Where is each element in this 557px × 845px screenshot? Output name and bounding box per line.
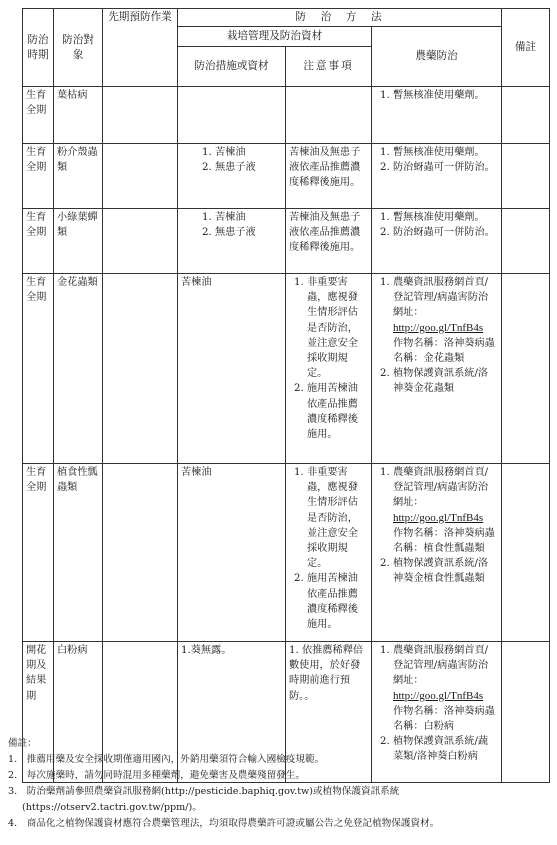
caution-cell (286, 144, 372, 209)
notes-title: 備註： (8, 738, 37, 749)
header-prevention: 先期預防作業 (103, 9, 178, 87)
prevention-cell (103, 144, 178, 209)
measure-cell (178, 274, 286, 464)
pesticide-url[interactable]: http://goo.gl/TnfB4s (393, 511, 484, 524)
header-pesticide: 農藥防治 (372, 27, 502, 87)
remark-cell (502, 464, 550, 642)
pesticide-item: 2. 植物保護資訊系統/洛神葵金植食性瓢蟲類 (393, 556, 498, 586)
pesticide-source: 農藥資訊服務網首頁/登記管理/病蟲害防治 網址： (393, 277, 489, 319)
note-1: 1. 推薦用藥及安全採收期僅適用國內，外銷用藥須符合輸入國檢疫規範。 (8, 754, 325, 765)
note-4: 4. 商品化之植物保護資材應符合農藥管理法，均須取得農藥許可證或屬公告之免登記植物保護資材。 (8, 818, 440, 829)
pesticide-cell (372, 464, 502, 642)
pesticide-item: 2. 植物保護資訊系統/蔬菜類/洛神葵白粉病 (393, 734, 498, 764)
pesticide-list (375, 465, 498, 587)
table-body (23, 87, 550, 783)
pest-control-table (22, 8, 550, 783)
measure-text: 苦楝油 (181, 277, 212, 288)
header-caution: 注意事項 (286, 47, 372, 87)
pesticide-url[interactable]: http://goo.gl/TnfB4s (393, 321, 484, 334)
caution-list (289, 275, 368, 442)
caution-text: 苦楝油及無患子液依產品推薦濃度稀釋後施用。 (289, 147, 361, 189)
pesticide-item: 1. 暫無核准使用藥劑。 (393, 88, 498, 103)
pesticide-cell (372, 209, 502, 274)
measure-text: 1.葵無露。 (181, 645, 232, 656)
pesticide-list (375, 275, 498, 397)
header-period: 防治時期 (23, 9, 54, 87)
pesticide-crop: 作物名稱：洛神葵病蟲名稱：白粉病 (393, 705, 495, 733)
caution-item: 1. 非重要害蟲，應視發生情形評估是否防治，並注意安全採收期規定。 (307, 465, 368, 571)
pesticide-list (375, 88, 498, 103)
header-measure: 防治措施或資材 (178, 47, 286, 87)
pesticide-source: 農藥資訊服務網首頁/登記管理/病蟲害防治 網址： (393, 645, 489, 687)
caution-list (289, 465, 368, 632)
header-cultivation: 栽培管理及防治資材 (178, 27, 372, 47)
target-cell: 植食性瓢蟲類 (54, 464, 103, 642)
measure-cell (178, 209, 286, 274)
target-cell: 葉枯病 (54, 87, 103, 144)
period-cell: 開花期及結果期 (23, 642, 54, 783)
pesticide-item (393, 275, 498, 366)
table-row (23, 464, 550, 642)
measure-cell (178, 464, 286, 642)
period-cell: 生育全期 (23, 274, 54, 464)
pesticide-item (393, 465, 498, 556)
remark-cell (502, 87, 550, 144)
pesticide-item: 2. 植物保護資訊系統/洛神葵金花蟲類 (393, 366, 498, 396)
pesticide-item: 1. 暫無核准使用藥劑。 (393, 210, 498, 225)
prevention-cell (103, 464, 178, 642)
pesticide-crop: 作物名稱：洛神葵病蟲名稱：植食性瓢蟲類 (393, 527, 495, 555)
pesticide-cell (372, 87, 502, 144)
pesticide-url[interactable]: http://goo.gl/TnfB4s (393, 689, 484, 702)
target-cell: 金花蟲類 (54, 274, 103, 464)
measure-item: 1. 苦楝油 (215, 210, 282, 225)
caution-cell (286, 209, 372, 274)
measure-list (181, 145, 282, 175)
period-cell: 生育全期 (23, 87, 54, 144)
table-row (23, 274, 550, 464)
note-2: 2. 每次施藥時，請勿同時混用多種藥劑，避免藥害及農藥殘留發生。 (8, 770, 305, 781)
remark-cell (502, 274, 550, 464)
pesticide-item (393, 643, 498, 734)
measure-list (181, 210, 282, 240)
caution-item: 1. 非重要害蟲，應視發生情形評估是否防治，並注意安全採收期規定。 (307, 275, 368, 381)
table-row (23, 87, 550, 144)
table-row (23, 209, 550, 274)
table-row (23, 144, 550, 209)
caution-text: 1. 依推薦稀釋倍數使用，於好發時期前進行預防。。 (289, 645, 364, 702)
header-methods: 防 治 方 法 (178, 9, 502, 27)
remark-cell (502, 209, 550, 274)
caution-text: 苦楝油及無患子液依產品推薦濃度稀釋後施用。 (289, 212, 361, 254)
caution-cell (286, 464, 372, 642)
prevention-cell (103, 209, 178, 274)
caution-cell (286, 274, 372, 464)
notes-section (8, 736, 553, 832)
prevention-cell (103, 274, 178, 464)
pesticide-cell (372, 144, 502, 209)
note-3: 3. 防治藥劑請參照農藥資訊服務網(http://pesticide.baphiq.gov.tw)或植物保護資訊系統(https://otserv2.tactri.gov.tw/ppm/)。 (8, 786, 400, 813)
target-cell: 小綠葉蟬類 (54, 209, 103, 274)
measure-cell (178, 87, 286, 144)
period-cell: 生育全期 (23, 464, 54, 642)
measure-cell (178, 144, 286, 209)
remark-cell (502, 144, 550, 209)
pesticide-cell (372, 274, 502, 464)
measure-text: 苦楝油 (181, 467, 212, 478)
pesticide-item: 2. 防治蚜蟲可一併防治。 (393, 160, 498, 175)
pesticide-source: 農藥資訊服務網首頁/登記管理/病蟲害防治 網址： (393, 467, 489, 509)
measure-item: 2. 無患子液 (215, 225, 282, 240)
header-remark: 備註 (502, 9, 550, 87)
target-cell: 粉介殼蟲類 (54, 144, 103, 209)
measure-item: 2. 無患子液 (215, 160, 282, 175)
caution-cell (286, 87, 372, 144)
measure-item: 1. 苦楝油 (215, 145, 282, 160)
target-cell: 白粉病 (54, 642, 103, 783)
period-cell: 生育全期 (23, 144, 54, 209)
caution-item: 2. 施用苦楝油依產品推薦濃度稀釋後施用。 (307, 571, 368, 632)
pesticide-list (375, 210, 498, 240)
pesticide-item: 2. 防治蚜蟲可一併防治。 (393, 225, 498, 240)
period-cell: 生育全期 (23, 209, 54, 274)
header-target: 防治對象 (54, 9, 103, 87)
pesticide-list (375, 145, 498, 175)
pesticide-crop: 作物名稱：洛神葵病蟲名稱：金花蟲類 (393, 337, 495, 365)
pesticide-item: 1. 暫無核准使用藥劑。 (393, 145, 498, 160)
prevention-cell (103, 87, 178, 144)
caution-item: 2. 施用苦楝油依產品推薦濃度稀釋後施用。 (307, 381, 368, 442)
